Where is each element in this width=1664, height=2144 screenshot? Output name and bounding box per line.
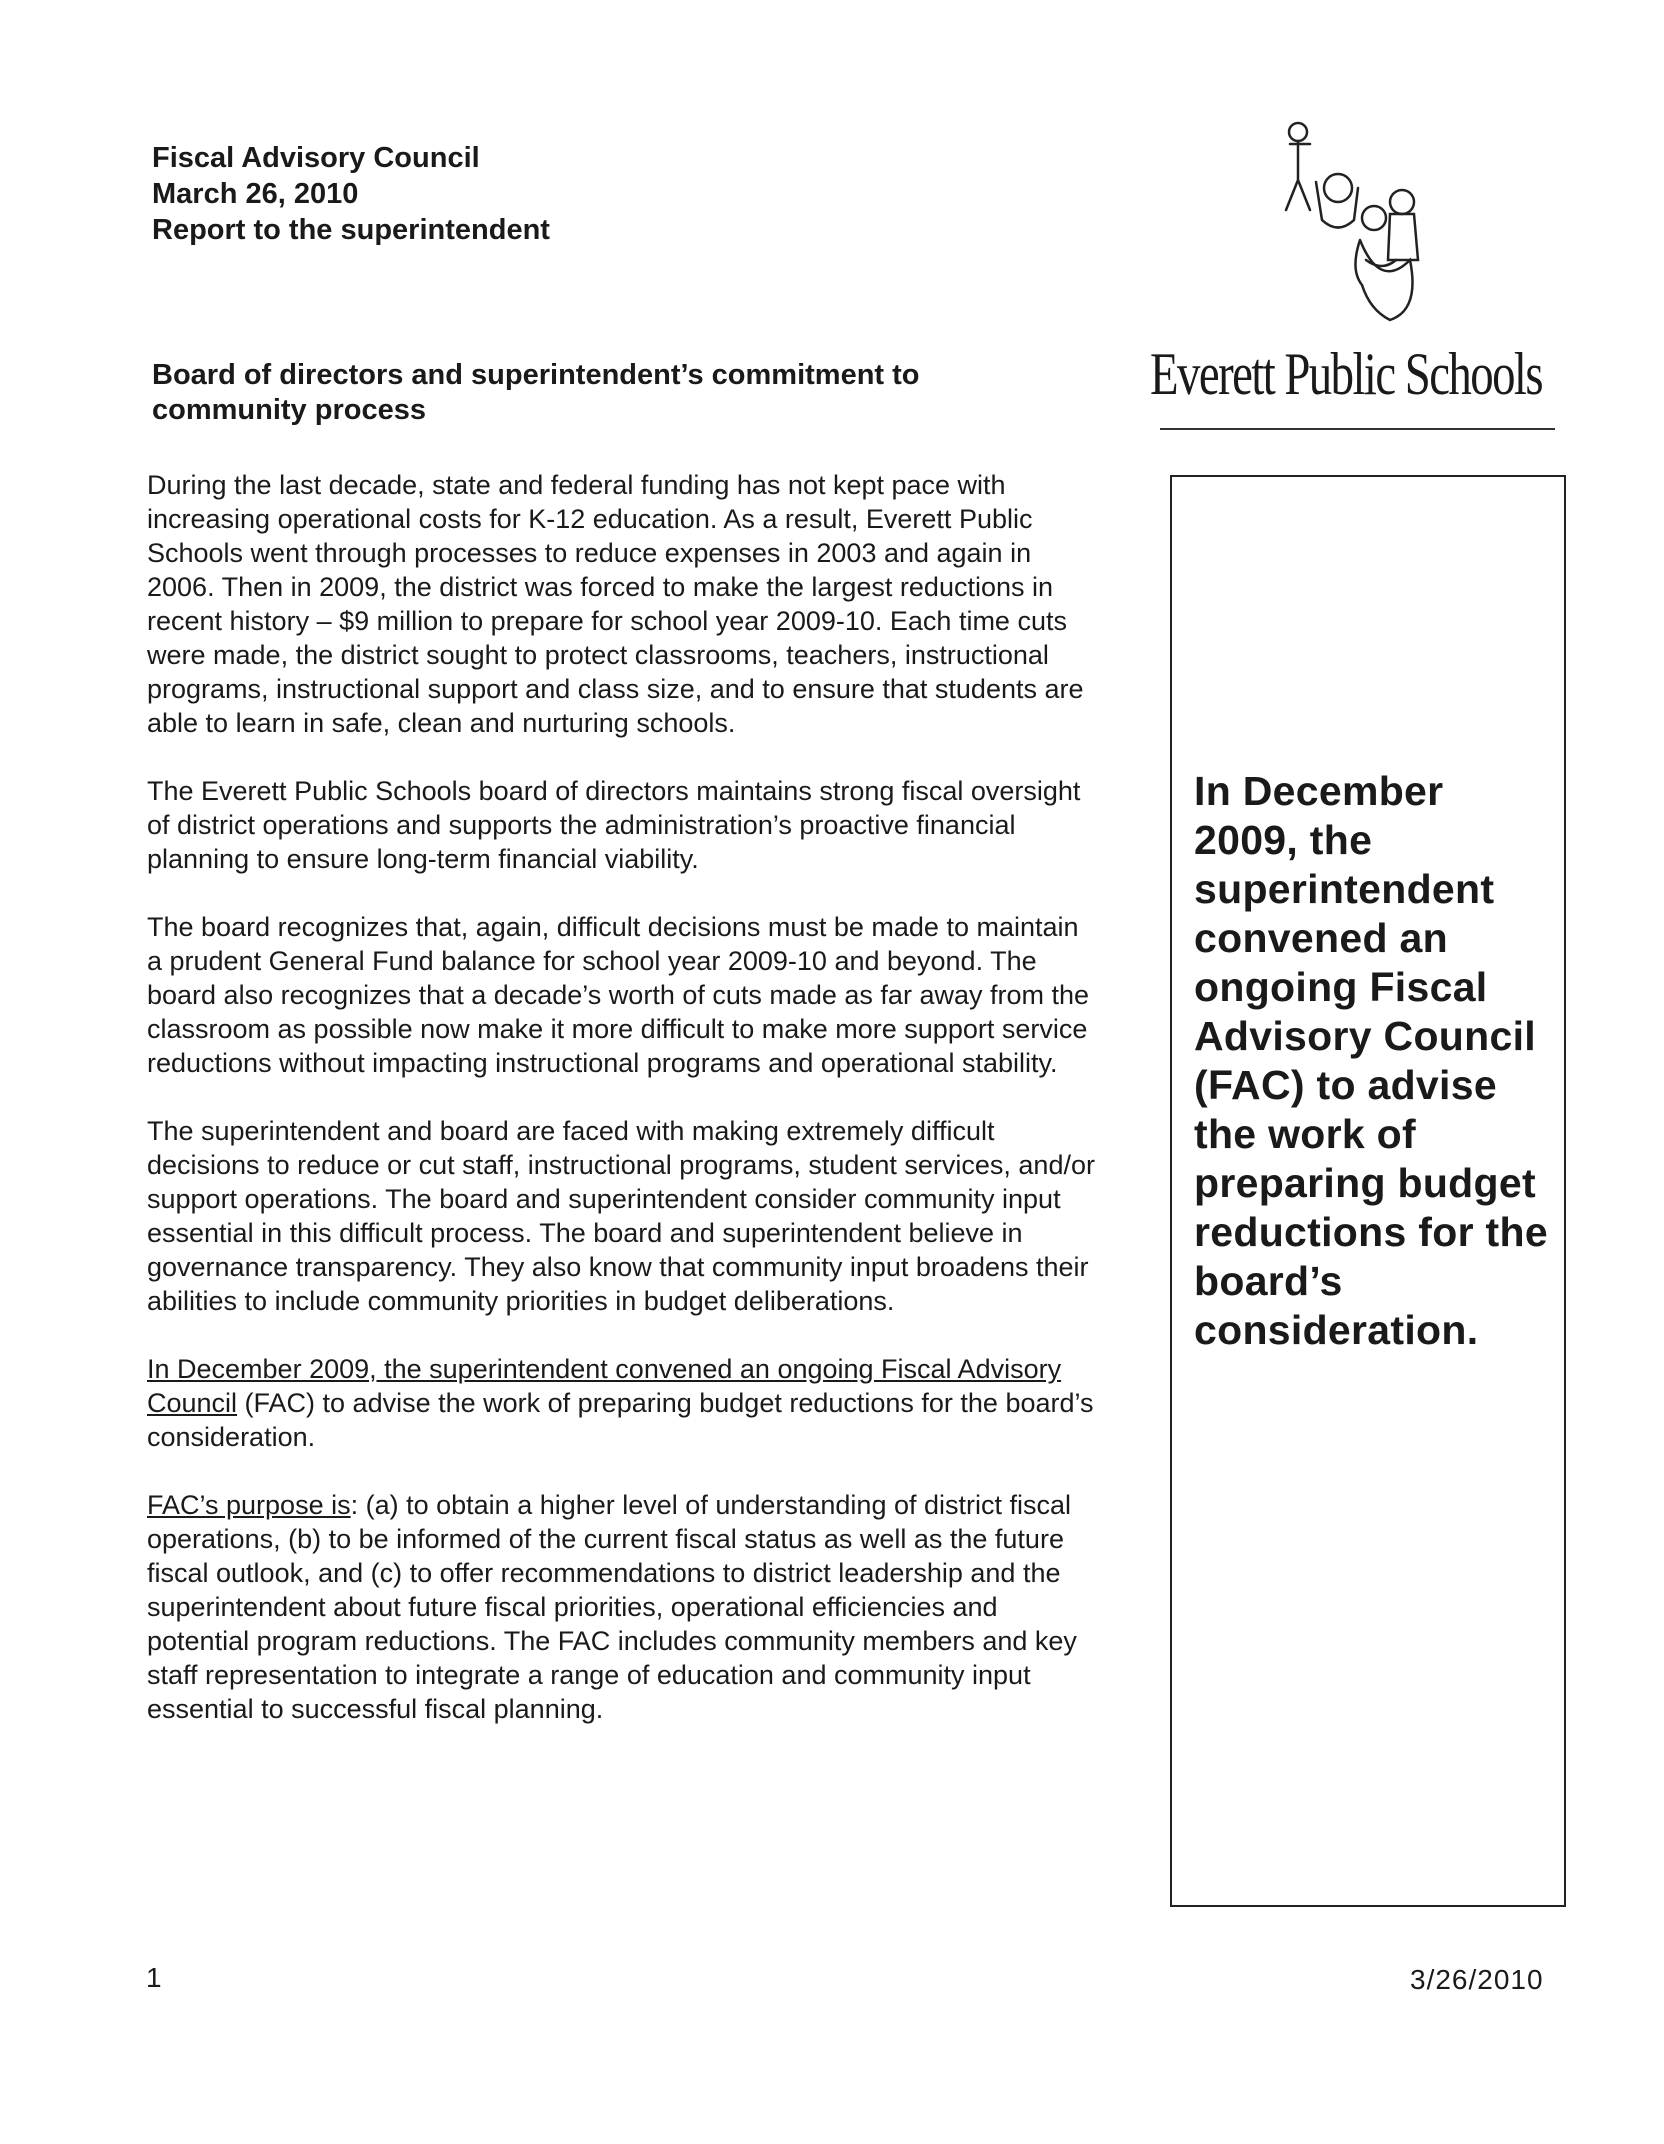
section-heading: [152, 358, 1052, 428]
report-header: [152, 140, 550, 248]
school-logo: [1150, 110, 1570, 440]
report-subtitle: Report to the superintendent: [152, 214, 550, 246]
paragraph-fac-purpose: [147, 1488, 1097, 1726]
section-heading-line-1: Board of directors and superintendent’s commitment to: [152, 359, 920, 391]
council-text-rest: (FAC) to advise the work of preparing budget reductions for the board’s consideration.: [147, 1388, 1094, 1452]
school-logo-text: Everett Public Schools: [1150, 341, 1543, 407]
page-number: 1: [146, 1962, 162, 1993]
paragraph-oversight: The Everett Public Schools board of directors maintains strong fiscal oversight of district operations and supports the administration’s proactive financial planning to ensure long-term financial viability.: [147, 776, 1081, 874]
underlined-council-text: In December 2009, the superintendent convened an ongoing Fiscal Advisory Council: [147, 1354, 1062, 1418]
body-text: [147, 468, 1097, 1760]
pull-quote-text: In December 2009, the superintendent convened an ongoing Fiscal Advisory Council (FAC) to advise the work of preparing budget reductions for the board’s consideration.: [1194, 768, 1548, 1353]
section-heading-line-2: community process: [152, 394, 426, 426]
council-name: Fiscal Advisory Council: [152, 142, 480, 174]
report-date: March 26, 2010: [152, 178, 359, 210]
underlined-purpose-text: FAC’s purpose is: [147, 1490, 351, 1520]
purpose-text-rest: : (a) to obtain a higher level of understanding of district fiscal operations, (b) to be informed of the current fiscal status as well as the future fiscal outlook, and (c) to offer recommendations to district leadership and the superintendent about future fiscal priorities, operational efficiencies and potential program reductions. The FAC includes community members and key staff representation to integrate a range of education and community input essential to successful fiscal planning.: [147, 1490, 1077, 1724]
paragraph-decisions: The superintendent and board are faced with making extremely difficult decisions to reduce or cut staff, instructional programs, student services, and/or support operations. The board and superintendent consider community input essential in this difficult process. The board and superintendent believe in governance transparency. They also know that community input broadens their abilities to include community priorities in budget deliberations.: [147, 1116, 1095, 1316]
footer-date: 3/26/2010: [1410, 1964, 1544, 1995]
paragraph-board-recognizes: The board recognizes that, again, difficult decisions must be made to maintain a prudent General Fund balance for school year 2009-10 and beyond. The board also recognizes that a decade’s worth of cuts made as far away from the classroom as possible now make it more difficult to make more support service reductions without impacting instructional programs and operational stability.: [147, 912, 1090, 1078]
paragraph-funding: During the last decade, state and federal funding has not kept pace with increasing operational costs for K-12 education. As a result, Everett Public Schools went through processes to reduce expenses in 2003 and again in 2006. Then in 2009, the district was forced to make the largest reductions in recent history – $9 million to prepare for school year 2009-10. Each time cuts were made, the district sought to protect classrooms, teachers, instructional programs, instructional support and class size, and to ensure that students are able to learn in safe, clean and nurturing schools.: [147, 470, 1084, 738]
children-drawing-icon: [1270, 110, 1430, 340]
pull-quote-box: [1170, 475, 1566, 1907]
paragraph-council-convened: [147, 1352, 1097, 1454]
logo-underline: [1160, 428, 1555, 430]
